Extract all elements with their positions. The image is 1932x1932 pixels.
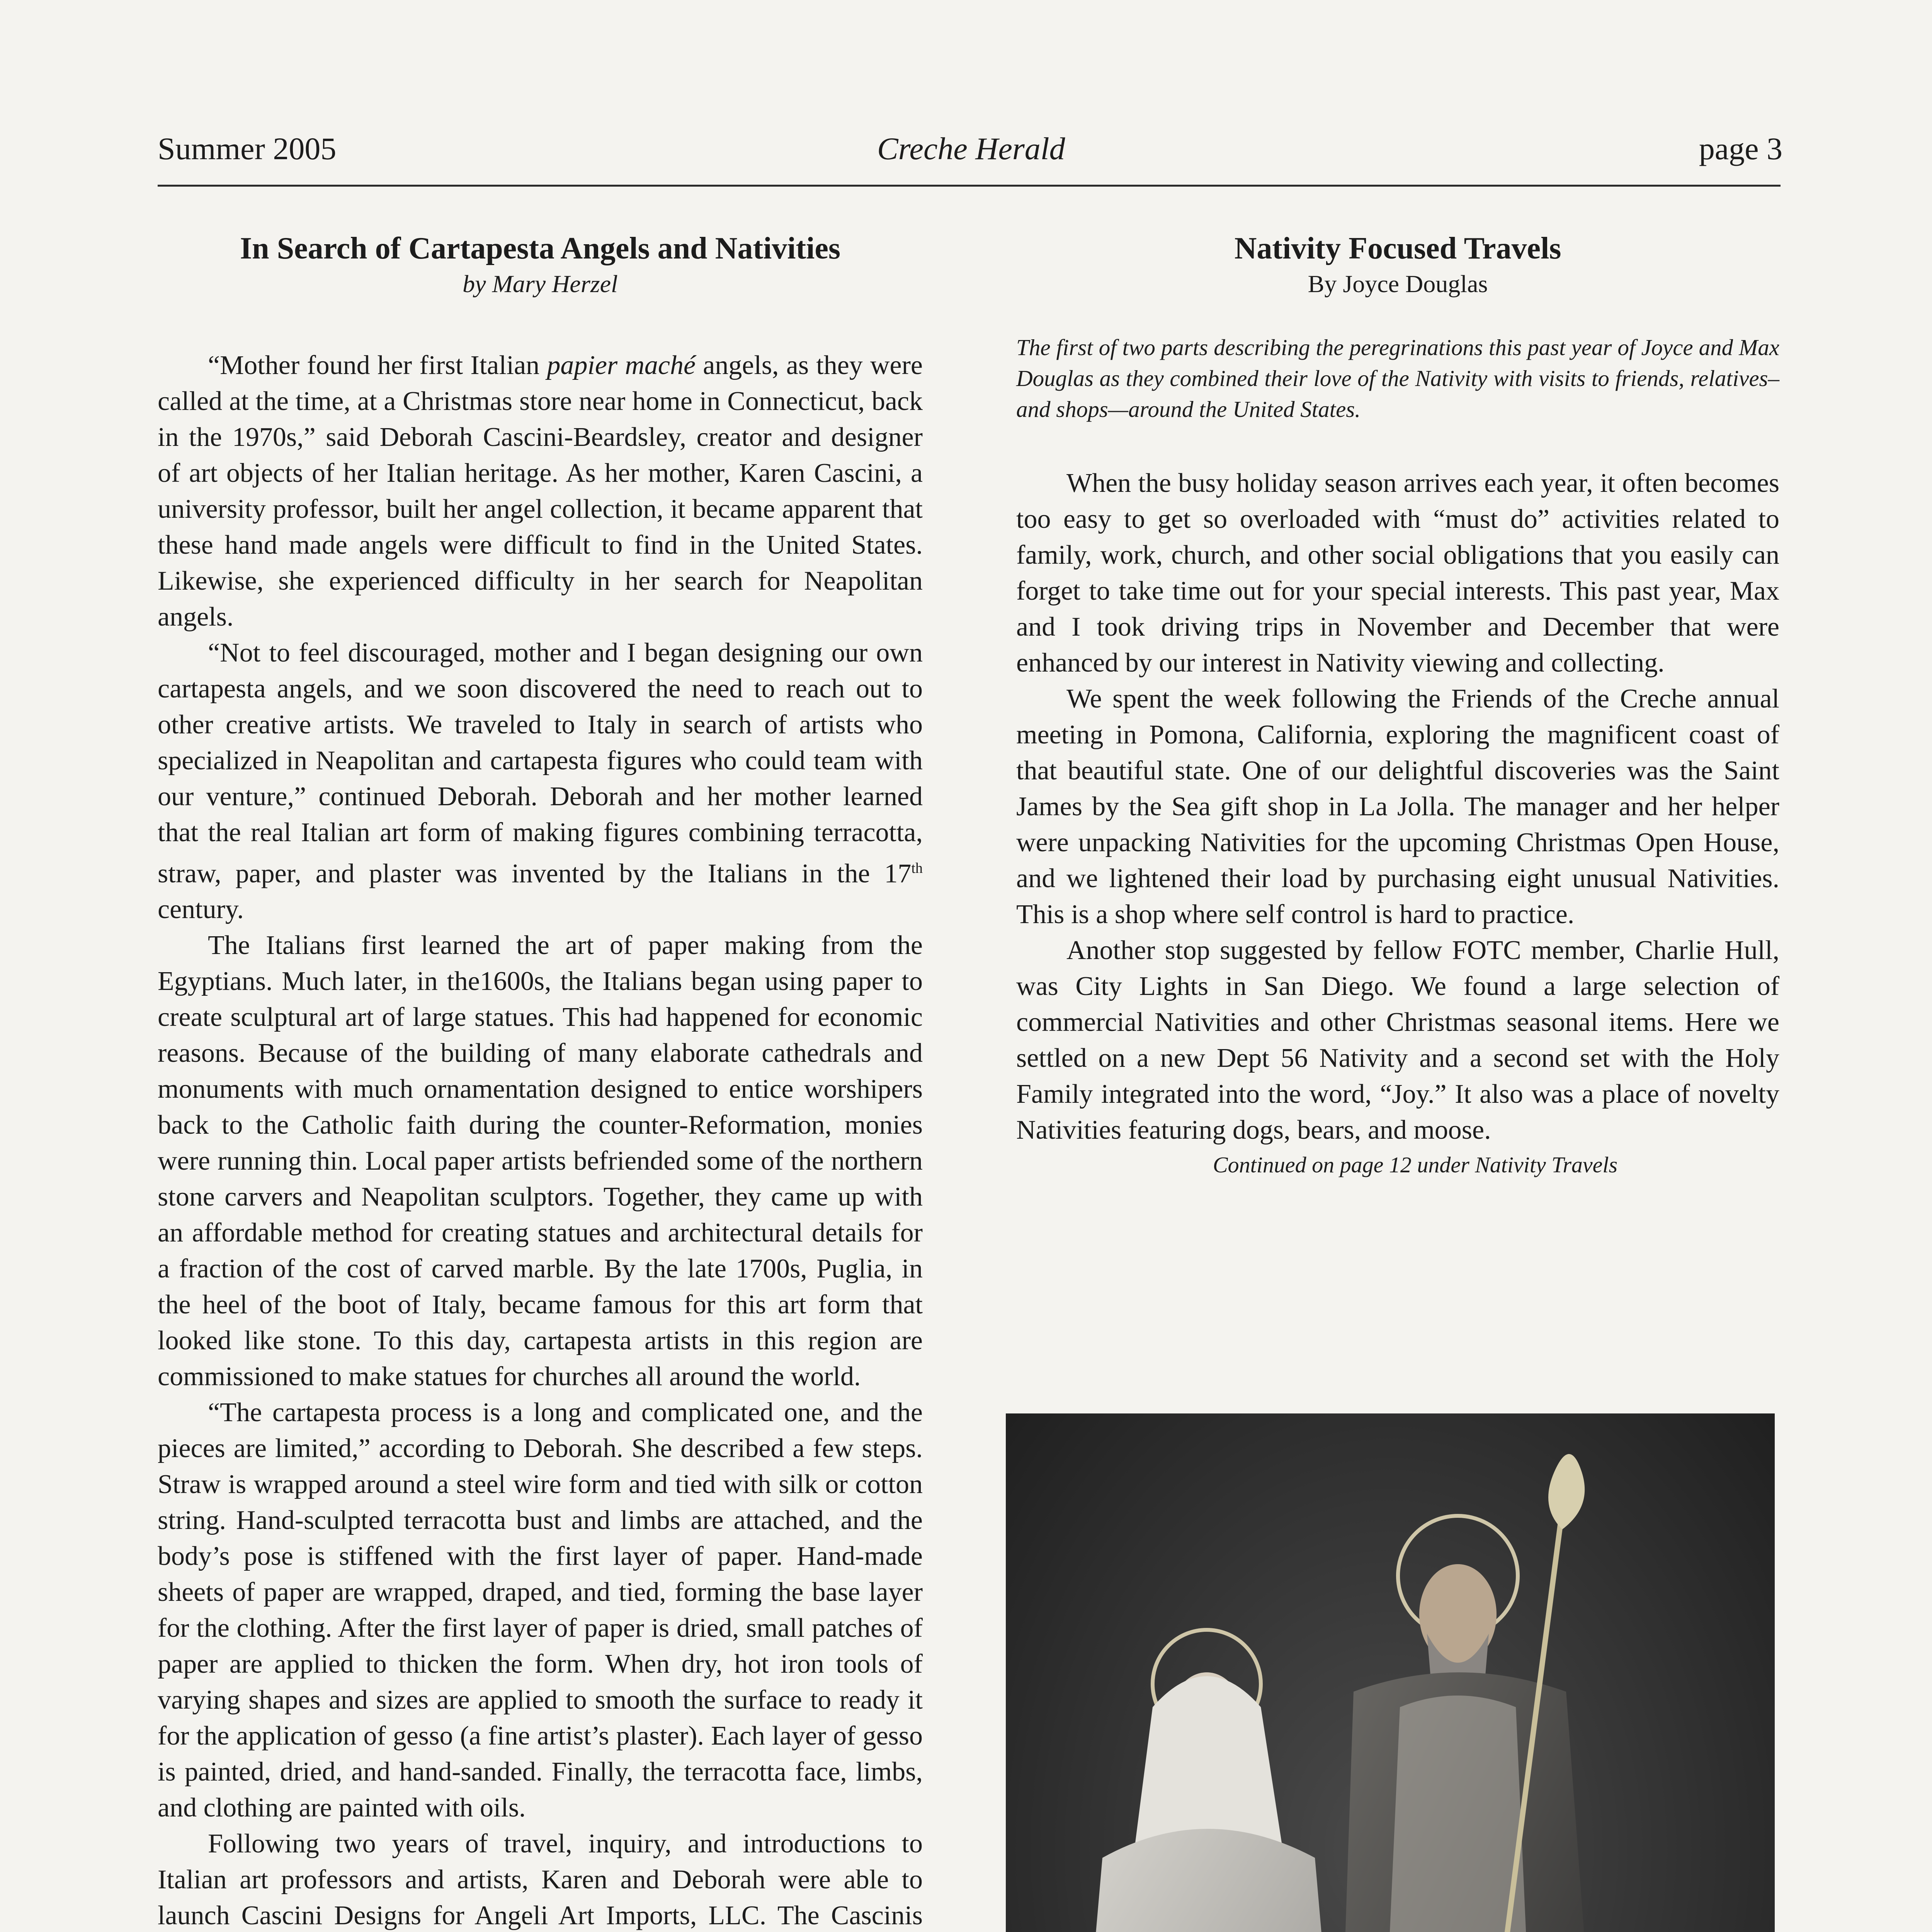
right-article-byline: By Joyce Douglas [1308,270,1488,298]
continued-note: Continued on page 12 under Nativity Travels [1213,1152,1618,1177]
papier-mache-term: papier maché [547,350,696,380]
right-article-intro: The first of two parts describing the peregrinations this past year of Joyce and Max Douglas as they combined their love of the Nativity with visits to friends, relatives–and shops—around the United States. [1016,335,1779,422]
ordinal-suffix: th [911,860,923,876]
left-article-title: In Search of Cartapesta Angels and Nativities [240,231,841,265]
left-paragraph-3: The Italians first learned the art of paper making from the Egyptians. Much later, in the1600s, the Italians began using paper to create sculptural art of large statues. This had happened for economic reasons. Because of the building of many elaborate cathedrals and monuments with much ornamentation designed to entice worshipers back to the Catholic faith during the counter-Reformation, monies were running thin. Local paper artists befriended some of the northern stone carvers and Neapolitan sculptors. Together, they came up with an affordable method for creating statues and architectural details for a fraction of the cost of carved marble. By the late 1700s, Puglia, in the heel of the boot of Italy, became famous for this art form that looked like stone. To this day, cartapesta artists in this region are commissioned to make statues for churches all around the world. [158,930,923,1392]
left-article-body [158,347,923,1932]
right-article-title: Nativity Focused Travels [1234,231,1561,265]
left-paragraph-1: “Mother found her first Italian papier maché angels, as they were called at the time, at a Christmas store near home in Connecticut, back in the 1970s,” said Deborah Cascini-Beardsley, creator and designer of art objects of her Italian heritage. As her mother, Karen Cascini, a university professor, built her angel collection, it became apparent that these hand made angels were difficult to find in the United States. Likewise, she experienced difficulty in her search for Neapolitan angels. [158,350,923,632]
left-article [158,230,923,1932]
right-article-body [1016,465,1779,1148]
right-paragraph-1: When the busy holiday season arrives each year, it often becomes too easy to get so overloaded with “must do” activities related to family, work, church, and other social obligations that you easily can forget to take time out for your special interests. This past year, Max and I took driving trips in November and December that were enhanced by our interest in Nativity viewing and collecting. [1016,468,1779,678]
right-article [1016,230,1779,1180]
right-paragraph-3: Another stop suggested by fellow FOTC member, Charlie Hull, was City Lights in San Diego. We found a large selection of commercial Nativities and other Christmas seasonal items. Here we settled on a new Dept 56 Nativity and a second set with the Holy Family integrated into the word, “Joy.” It also was a place of novelty Nativities featuring dogs, bears, and moose. [1016,935,1779,1145]
page-number: page 3 [1699,131,1782,166]
publication-title: Creche Herald [877,131,1065,166]
header-rule [158,185,1781,187]
issue-date: Summer 2005 [158,131,337,166]
left-paragraph-5: Following two years of travel, inquiry, and introductions to Italian art professors and artists, Karen and Deborah were able to launch Cascini Designs for Angeli Art Imports, LLC. The Cascinis [158,1829,923,1931]
left-article-byline: by Mary Herzel [463,270,618,298]
left-paragraph-2: “Not to feel discouraged, mother and I began designing our own cartapesta angels, and we soon discovered the need to reach out to other creative artists. We traveled to Italy in search of artists who specialized in Neapolitan and cartapesta figures who could team with our venture,” continued Deborah. Deborah and her mother learned that the real Italian art form of making figures combining terracotta, straw, paper, and plaster was invented by the Italians in the 17th century. [158,638,923,925]
left-paragraph-4: “The cartapesta process is a long and complicated one, and the pieces are limited,” according to Deborah. She described a few steps. Straw is wrapped around a steel wire form and tied with silk or cotton string. Hand-sculpted terracotta bust and limbs are attached, and the body’s pose is stiffened with the first layer of paper. Hand-made sheets of paper are wrapped, draped, and tied, forming the base layer for the clothing. After the first layer of paper is dried, small patches of paper are applied to thicken the form. When dry, hot iron tools of varying shapes and sizes are applied to smooth the surface to ready it for the application of gesso (a fine artist’s plaster). Each layer of gesso is painted, dried, and hand-sanded. Finally, the terracotta face, limbs, and clothing are painted with oils. [158,1398,923,1823]
right-paragraph-2: We spent the week following the Friends of the Creche annual meeting in Pomona, California, exploring the magnificent coast of that beautiful state. One of our delightful discoveries was the Saint James by the Sea gift shop in La Jolla. The manager and her helper were unpacking Nativities for the upcoming Christmas Open House, and we lightened their load by purchasing eight unusual Nativities. This is a shop where self control is hard to practice. [1016,684,1779,929]
nativity-photo [1006,1413,1775,1932]
